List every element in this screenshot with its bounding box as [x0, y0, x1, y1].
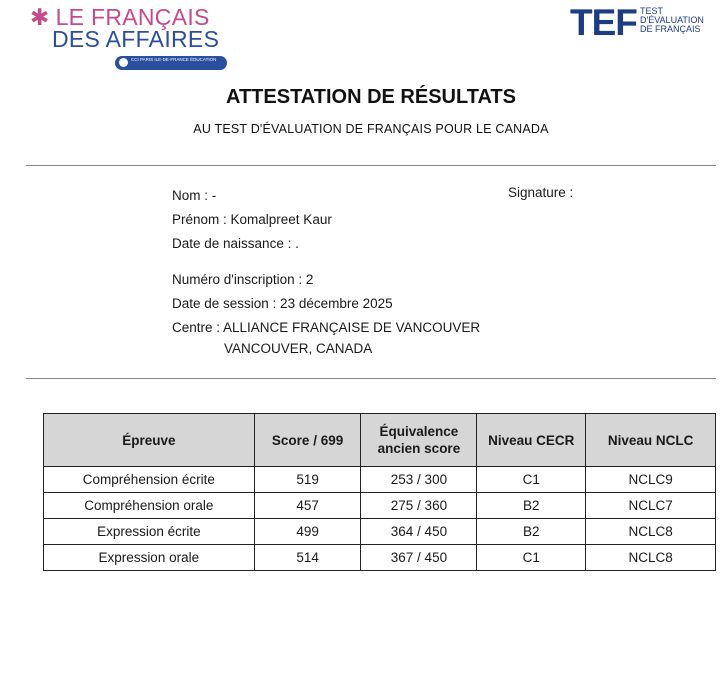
header-niveau-cecr: Niveau CECR [477, 414, 586, 467]
header-equivalence: Équivalence ancien score [361, 414, 477, 467]
cell-score: 519 [254, 467, 361, 493]
header-epreuve: Épreuve [44, 414, 255, 467]
cell-equivalence: 253 / 300 [361, 467, 477, 493]
cell-score: 457 [254, 493, 361, 519]
results-table [43, 413, 716, 571]
cell-cecr: B2 [477, 519, 586, 545]
logo-line2: DES AFFAIRES [52, 26, 220, 52]
cell-epreuve: Expression orale [44, 545, 255, 571]
cell-score: 499 [254, 519, 361, 545]
signature-label: Signature : [508, 185, 574, 200]
cci-badge-text: CCI PARIS ILE-DE-FRANCE ÉDUCATION [131, 57, 217, 62]
candidate-numero-inscription: Numéro d'inscription : 2 [172, 272, 314, 287]
document-subtitle: AU TEST D'ÉVALUATION DE FRANÇAIS POUR LE CANADA [193, 122, 549, 136]
cell-nclc: NCLC8 [586, 519, 716, 545]
cell-epreuve: Compréhension orale [44, 493, 255, 519]
cell-nclc: NCLC8 [586, 545, 716, 571]
cell-equivalence: 364 / 450 [361, 519, 477, 545]
candidate-prenom: Prénom : Komalpreet Kaur [172, 212, 332, 227]
cell-epreuve: Compréhension écrite [44, 467, 255, 493]
cell-nclc: NCLC7 [586, 493, 716, 519]
tef-tagline-line1: TEST [640, 6, 664, 16]
table-row [44, 467, 716, 493]
logo-line1: LE FRANÇAIS [55, 4, 210, 30]
cell-cecr: C1 [477, 467, 586, 493]
cell-equivalence: 367 / 450 [361, 545, 477, 571]
tef-tagline-line2: D'ÉVALUATION [640, 15, 704, 25]
table-row [44, 545, 716, 571]
cell-nclc: NCLC9 [586, 467, 716, 493]
cell-epreuve: Expression écrite [44, 519, 255, 545]
candidate-centre: Centre : ALLIANCE FRANÇAISE DE VANCOUVER [172, 320, 481, 335]
tef-brand: TEF [570, 2, 637, 43]
cell-equivalence: 275 / 360 [361, 493, 477, 519]
tef-logo [570, 2, 716, 43]
table-row [44, 519, 716, 545]
cell-cecr: C1 [477, 545, 586, 571]
asterisk-icon: ✱ [30, 4, 50, 30]
header-niveau-nclc: Niveau NCLC [586, 414, 716, 467]
divider-top [26, 165, 716, 166]
cell-cecr: B2 [477, 493, 586, 519]
header-score: Score / 699 [254, 414, 361, 467]
tef-tagline-line3: DE FRANÇAIS [640, 24, 701, 34]
le-francais-des-affaires-logo [30, 4, 220, 70]
document-title: ATTESTATION DE RÉSULTATS [226, 86, 516, 108]
candidate-centre-city: VANCOUVER, CANADA [224, 341, 373, 356]
candidate-date-session: Date de session : 23 décembre 2025 [172, 296, 393, 311]
table-header-row [44, 414, 716, 467]
cci-badge [115, 56, 227, 70]
candidate-nom: Nom : - [172, 188, 217, 203]
candidate-date-naissance: Date de naissance : . [172, 236, 299, 251]
cell-score: 514 [254, 545, 361, 571]
table-row [44, 493, 716, 519]
cci-emblem-icon [119, 58, 128, 67]
tef-tagline [640, 7, 704, 34]
divider-bottom [26, 378, 716, 379]
